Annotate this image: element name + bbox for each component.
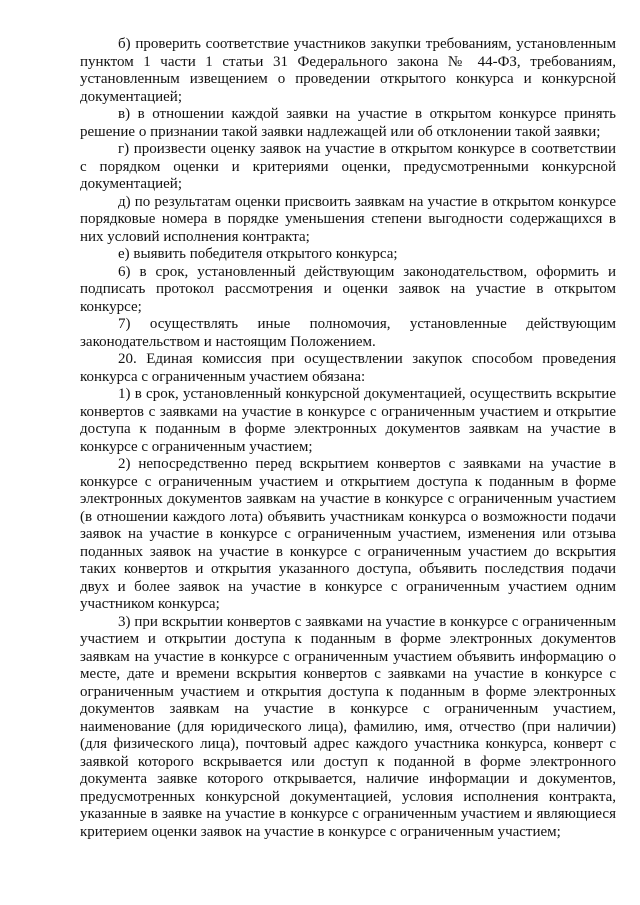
paragraph-d: д) по результатам оценки присвоить заявкам на участие в открытом конкурсе порядковые номера в порядке уменьшения степени выгодности содержащихся в них условий исполнения контракта; — [80, 193, 616, 245]
document-page — [80, 36, 616, 841]
paragraph-20-3: 3) при вскрытии конвертов с заявками на участие в конкурсе с ограниченным участием и открытии доступа к поданным в форме электронных документов заявкам на участие в конкурсе с ограниченным участием объявить информацию о месте, дате и времени вскрытия конвертов с заявками на участие в конкурсе с ограниченным участием и открытия доступа к поданным в форме электронных документов заявкам на участие в конкурсе с ограниченным участием, наименование (для юридического лица), фамилию, имя, отчество (при наличии) (для физического лица), почтовый адрес каждого участника конкурса, конверт с заявкой которого вскрывается или доступ к поданной в форме электронного документа заявке которого открывается, наличие информации и документов, предусмотренных конкурсной документацией, условия исполнения контракта, указанные в заявке на участие в конкурсе с ограниченным участием и являющиеся критерием оценки заявок на участие в конкурсе с ограниченным участием; — [80, 613, 616, 840]
paragraph-b: б) проверить соответствие участников закупки требованиям, установленным пунктом 1 части 1 статьи 31 Федерального закона № 44-ФЗ, требованиям, установленным извещением о проведении открытого конкурса и конкурсной документацией; — [80, 36, 616, 105]
section-20-heading: 20. Единая комиссия при осуществлении закупок способом проведения конкурса с ограниченным участием обязана: — [80, 351, 616, 385]
paragraph-20-2: 2) непосредственно перед вскрытием конвертов с заявками на участие в конкурсе с ограниченным участием и открытием доступа к поданным в форме электронных документов заявкам на участие в конкурсе с ограниченным участием (в отношении каждого лота) объявить участникам конкурса о возможности подачи заявок на участие в конкурсе с ограниченным участием, изменения или отзыва поданных заявок на участие в конкурсе с ограниченным участием до вскрытия таких конвертов и открытия указанного доступа, объявить последствия подачи двух и более заявок на участие в конкурсе с ограниченным участием одним участником конкурса; — [80, 456, 616, 612]
paragraph-6: 6) в срок, установленный действующим законодательством, оформить и подписать протокол рассмотрения и оценки заявок на участие в открытом конкурсе; — [80, 263, 616, 315]
paragraph-7: 7) осуществлять иные полномочия, установленные действующим законодательством и настоящим Положением. — [80, 316, 616, 350]
paragraph-g: г) произвести оценку заявок на участие в открытом конкурсе в соответствии с порядком оценки и критериями оценки, предусмотренными конкурсной документацией; — [80, 141, 616, 192]
paragraph-v: в) в отношении каждой заявки на участие в открытом конкурсе принять решение о признании такой заявки надлежащей или об отклонении такой заявки; — [80, 106, 616, 140]
paragraph-e: е) выявить победителя открытого конкурса; — [118, 246, 398, 262]
paragraph-20-1: 1) в срок, установленный конкурсной документацией, осуществить вскрытие конвертов с заявками на участие в конкурсе с ограниченным участием и открытие доступа к поданным в форме электронных документов заявкам на участие в конкурсе с ограниченным участием; — [80, 386, 616, 455]
